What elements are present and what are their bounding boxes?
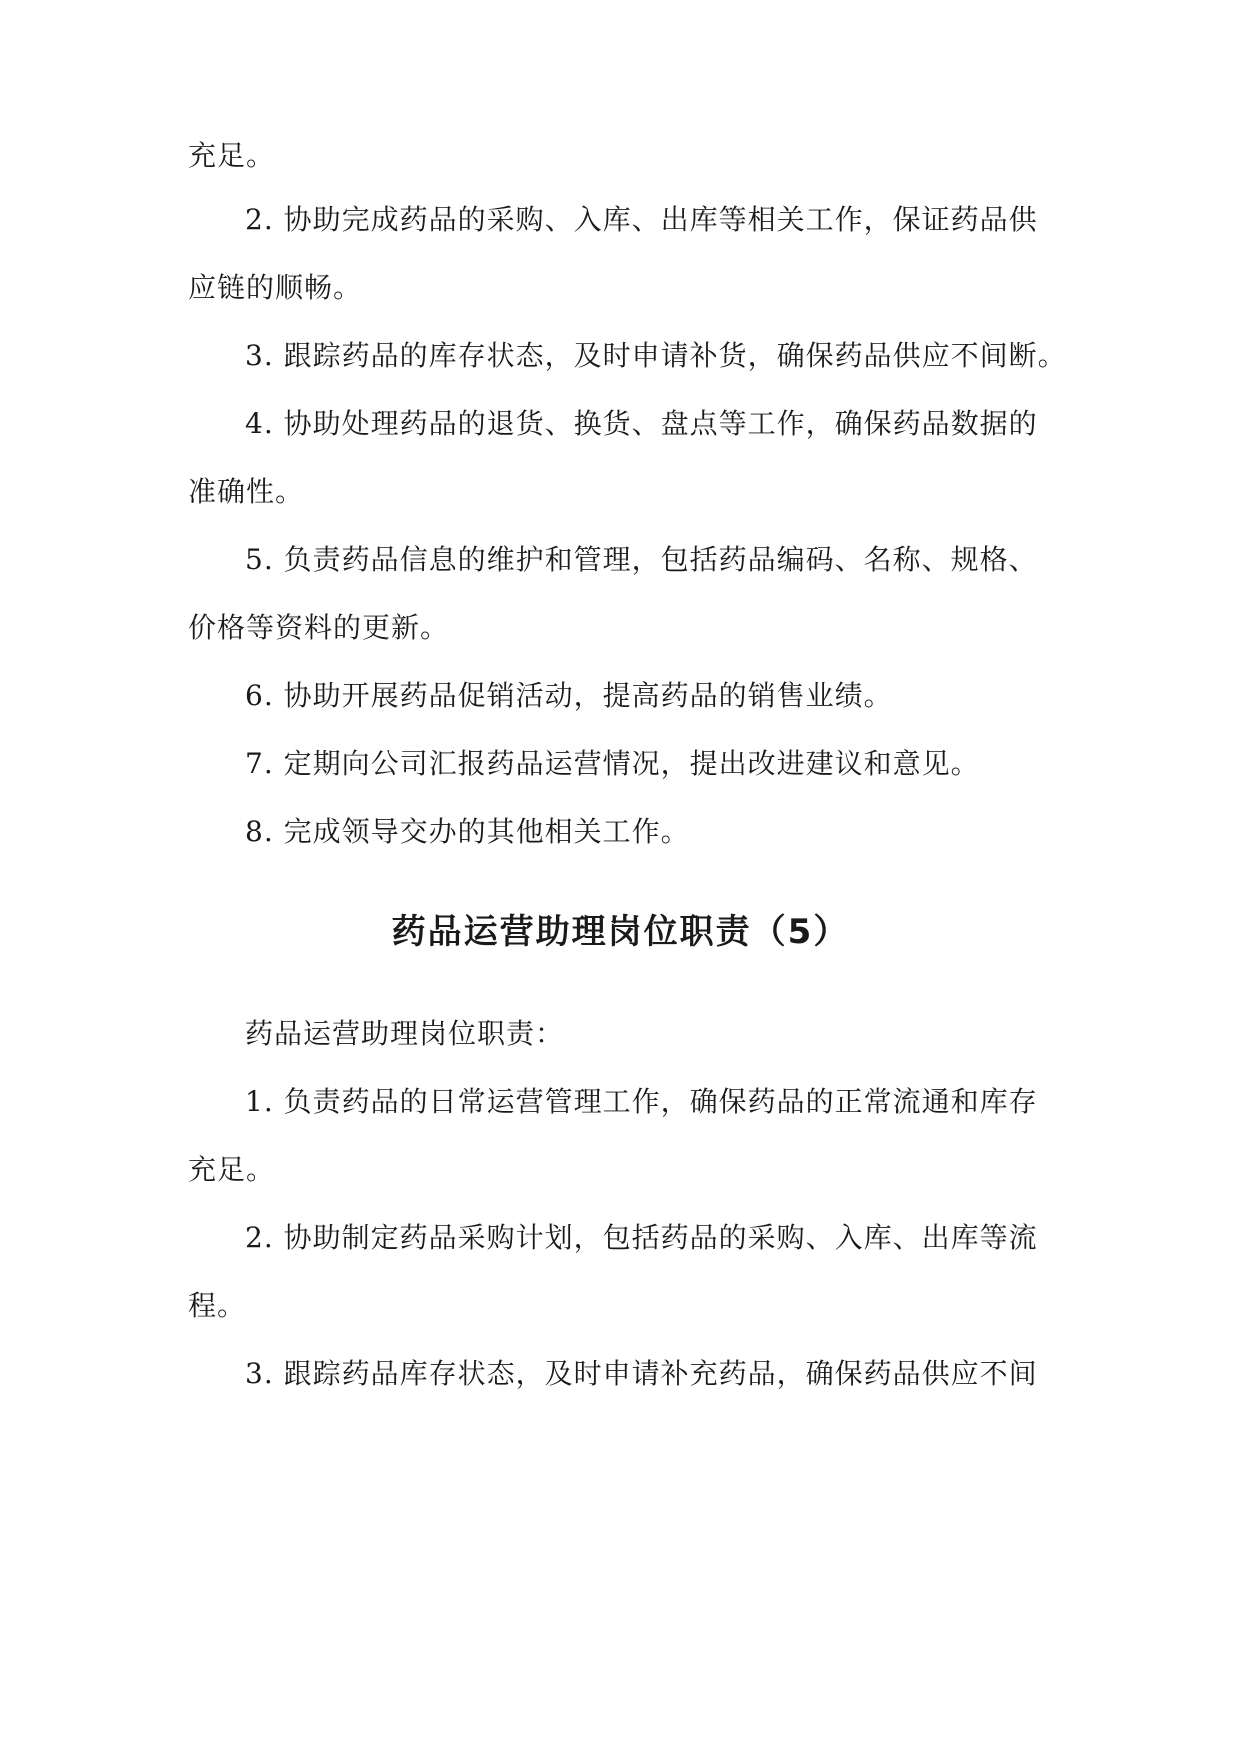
list-item-8: 8. 完成领导交办的其他相关工作。 [245, 815, 690, 848]
list-item-2-line2: 应链的顺畅。 [188, 271, 363, 304]
section-intro: 药品运营助理岗位职责： [245, 1017, 565, 1050]
list-item-6: 6. 协助开展药品促销活动，提高药品的销售业绩。 [245, 679, 893, 712]
list-item-1-line1: 1. 负责药品的日常运营管理工作，确保药品的正常流通和库存 [245, 1085, 1038, 1118]
paragraph-continuation: 充足。 [188, 139, 276, 172]
list-item-3: 3. 跟踪药品的库存状态，及时申请补货，确保药品供应不间断。 [245, 339, 1067, 372]
list-item-1-line2: 充足。 [188, 1153, 276, 1186]
list-item-5-line1: 5. 负责药品信息的维护和管理，包括药品编码、名称、规格、 [245, 543, 1038, 576]
section-title: 药品运营助理岗位职责（5） [391, 912, 850, 952]
list-item-2-line1: 2. 协助制定药品采购计划，包括药品的采购、入库、出库等流 [245, 1221, 1038, 1254]
list-item-5-line2: 价格等资料的更新。 [188, 611, 450, 644]
list-item-2-line2: 程。 [188, 1289, 247, 1322]
list-item-3-line1: 3. 跟踪药品库存状态，及时申请补充药品，确保药品供应不间 [245, 1357, 1038, 1390]
list-item-2-line1: 2. 协助完成药品的采购、入库、出库等相关工作，保证药品供 [245, 203, 1038, 236]
list-item-4-line2: 准确性。 [188, 475, 305, 508]
list-item-4-line1: 4. 协助处理药品的退货、换货、盘点等工作，确保药品数据的 [245, 407, 1038, 440]
list-item-7: 7. 定期向公司汇报药品运营情况，提出改进建议和意见。 [245, 747, 980, 780]
